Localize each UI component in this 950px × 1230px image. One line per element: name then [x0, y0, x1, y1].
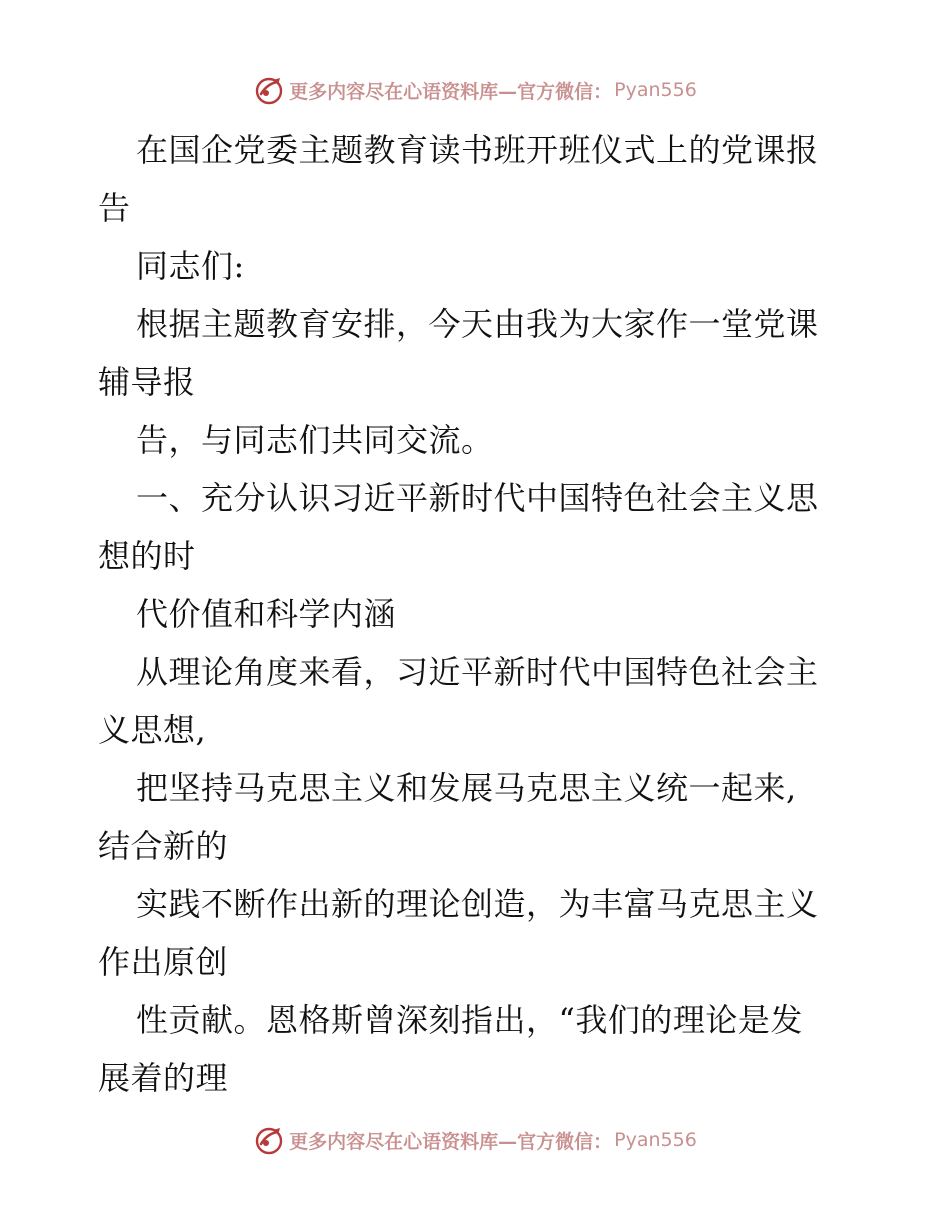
watermark-wechat-id: Pyan556	[614, 1129, 697, 1151]
text-line: 作出原创	[98, 943, 229, 981]
header-watermark	[0, 70, 950, 110]
pen-swirl-logo-icon	[253, 1124, 285, 1156]
text-line: 结合新的	[98, 827, 229, 865]
text-line: 在国企党委主题教育读书班开班仪式上的党课报	[136, 131, 819, 169]
text-line: 同志们:	[136, 247, 245, 285]
text-line: 实践不断作出新的理论创造，为丰富马克思主义	[136, 885, 819, 923]
watermark-wechat-id: Pyan556	[614, 79, 697, 101]
text-line: 一、充分认识习近平新时代中国特色社会主义思	[136, 479, 819, 517]
text-line: 展着的理	[98, 1059, 229, 1097]
footer-watermark	[0, 1120, 950, 1160]
pen-swirl-logo-icon	[253, 74, 285, 106]
text-line: 义思想,	[98, 711, 207, 749]
text-line: 辅导报	[98, 363, 196, 401]
text-line: 从理论角度来看，习近平新时代中国特色社会主	[136, 653, 819, 691]
text-line: 告，与同志们共同交流。	[136, 421, 494, 459]
text-line: 性贡献。恩格斯曾深刻指出，“我们的理论是发	[136, 1001, 803, 1039]
text-line: 告	[98, 189, 131, 227]
watermark-text: 更多内容尽在心语资料库—官方微信：	[289, 1130, 613, 1153]
text-line: 代价值和科学内涵	[136, 595, 397, 633]
text-line: 把坚持马克思主义和发展马克思主义统一起来,	[136, 769, 797, 807]
document-body	[98, 121, 858, 1107]
watermark-text: 更多内容尽在心语资料库—官方微信：	[289, 80, 613, 103]
text-line: 想的时	[98, 537, 196, 575]
text-line: 根据主题教育安排，今天由我为大家作一堂党课	[136, 305, 819, 343]
